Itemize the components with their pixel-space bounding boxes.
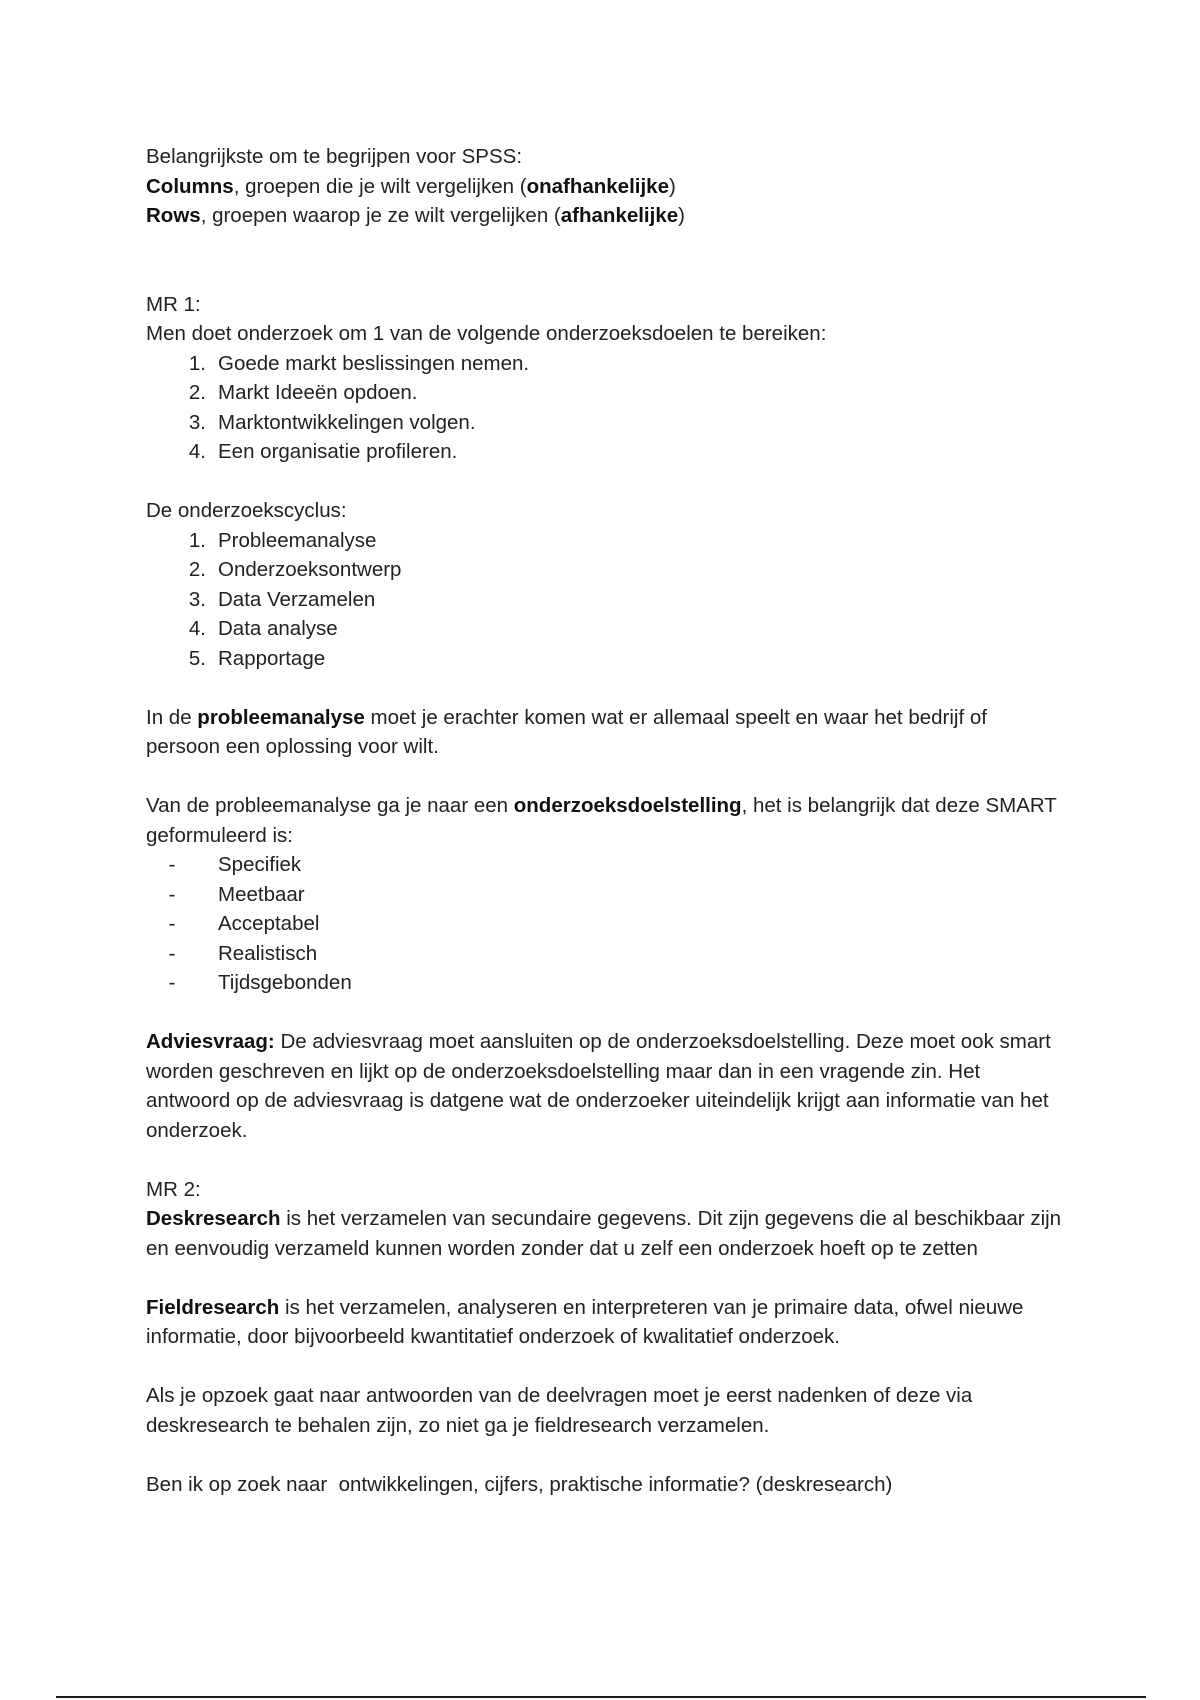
smart-list [146,850,1066,998]
field-bold: Fieldresearch [146,1295,280,1319]
columns-term: Columns [146,174,234,198]
goal-paragraph: Van de probleemanalyse ga je naar een onderzoeksdoelstelling, het is belangrijk dat deze SMART geformuleerd is: [146,794,1057,847]
fieldresearch-paragraph: Fieldresearch is het verzamelen, analyseren en interpreteren van je primaire data, ofwel nieuwe informatie, door bijvoorbeeld kwantitatief onderzoek of kwalitatief onderzoek. [146,1295,1024,1348]
goal-bold: onderzoeksdoelstelling [513,794,742,817]
document-page [146,142,1066,1499]
question-line: Ben ik op zoek naar ontwikkelingen, cijfers, praktische informatie? (deskresearch) [146,1472,893,1496]
search-paragraph: Als je opzoek gaat naar antwoorden van de deelvragen moet je eerst nadenken of deze via deskresearch te behalen zijn, zo niet ga je fieldresearch verzamelen. [146,1384,973,1437]
list-item: 4. Een organisatie profileren. [188,440,458,463]
cycle-heading: De onderzoekscyclus: [146,499,347,522]
list-item: 3. Marktontwikkelingen volgen. [188,410,476,434]
rows-term: Rows [146,204,201,227]
spss-heading: Belangrijkste om te begrijpen voor SPSS: [146,145,523,168]
list-item: 4. Data analyse [188,617,338,640]
desk-bold: Deskresearch [146,1207,281,1230]
spss-columns-line: Columns, groepen die je wilt vergelijken (onafhankelijke) [146,174,676,198]
list-item: - Meetbaar [168,882,305,906]
problem-analysis-paragraph: In de probleemanalyse moet je erachter komen wat er allemaal speelt en waar het bedrijf of persoon een oplossing voor wilt. [146,705,987,758]
mr2-heading: MR 2: [146,1177,201,1201]
list-item: - Acceptabel [168,912,320,935]
problem-bold: probleemanalyse [197,705,365,729]
columns-bold: onafhankelijke [526,174,669,198]
goals-list [146,349,1066,467]
page-bottom-rule [56,1696,1146,1698]
list-item: 1. Probleemanalyse [188,528,377,552]
mr1-heading: MR 1: [146,292,201,316]
list-item: 3. Data Verzamelen [188,587,376,611]
list-item: 1. Goede markt beslissingen nemen. [188,351,530,375]
mr1-intro: Men doet onderzoek om 1 van de volgende onderzoeksdoelen te bereiken: [146,322,827,345]
advice-paragraph: Adviesvraag: De adviesvraag moet aansluiten op de onderzoeksdoelstelling. Deze moet ook smart worden geschreven en lijkt op de onderzoeksdoelstelling maar dan in een vragende zin. Het antwoord op de adviesvraag is datgene wat de onderzoeker uiteindelijk krijgt aan informatie van het onderzoek. [146,1030,1051,1142]
advice-bold: Adviesvraag: [146,1030,275,1053]
cycle-list [146,526,1066,674]
list-item: 5. Rapportage [188,646,326,670]
deskresearch-paragraph: Deskresearch is het verzamelen van secundaire gegevens. Dit zijn gegevens die al beschikbaar zijn en eenvoudig verzameld kunnen worden zonder dat u zelf een onderzoek hoeft op te zetten [146,1207,1062,1260]
spss-rows-line: Rows, groepen waarop je ze wilt vergelijken (afhankelijke) [146,204,685,227]
list-item: 2. Onderzoeksontwerp [188,558,402,581]
list-item: - Tijdsgebonden [168,971,352,994]
list-item: 2. Markt Ideeën opdoen. [188,381,418,404]
rows-bold: afhankelijke [560,204,679,227]
list-item: - Realistisch [168,941,318,965]
list-item: - Specifiek [168,853,302,876]
